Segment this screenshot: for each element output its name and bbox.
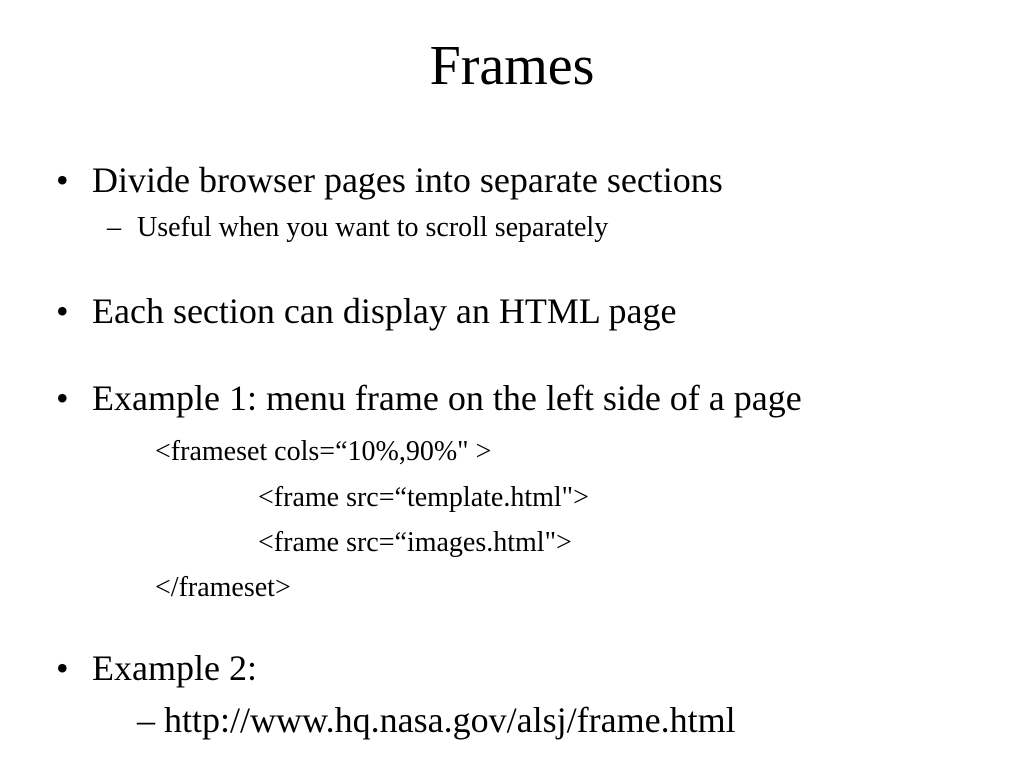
bullet-text: Each section can display an HTML page [92,291,677,331]
bullet-text: Example 2: [92,648,257,688]
bullet-mark: • [56,648,69,688]
bullet-mark: • [56,160,69,200]
bullet-item [56,158,723,202]
bullet-item [56,646,257,690]
slide-title: Frames [429,35,595,97]
code-line-frame-template: <frame src=“template.html"> [258,482,589,513]
bullet-item [56,376,802,420]
bullet-mark: • [56,291,69,331]
bullet-item [56,289,677,333]
code-line-frameset-close: </frameset> [155,572,291,603]
bullet-mark: • [56,378,69,418]
dash-mark: – [107,212,121,243]
dash-mark: – [137,700,155,740]
sub-bullet-item [107,210,609,246]
sub-bullet-item [137,698,736,742]
bullet-text: Divide browser pages into separate sections [92,160,723,200]
code-line-frame-images: <frame src=“images.html"> [258,527,572,558]
code-line-frameset-open: <frameset cols=“10%,90%" > [155,436,492,467]
bullet-text: Example 1: menu frame on the left side of a page [92,378,802,418]
sub-bullet-text: Useful when you want to scroll separately [137,212,609,243]
example-url-link[interactable]: http://www.hq.nasa.gov/alsj/frame.html [164,700,736,740]
